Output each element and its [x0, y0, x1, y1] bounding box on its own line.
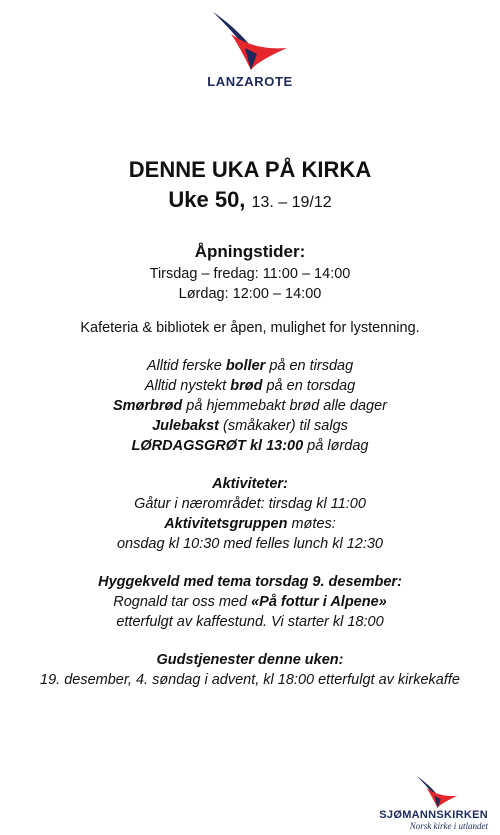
page-title: DENNE UKA PÅ KIRKA: [128, 157, 372, 182]
opening-hours-saturday: Lørdag: 12:00 – 14:00: [178, 286, 322, 302]
organization-tagline: Norsk kirke i utlandet: [409, 821, 488, 831]
offer-lordagsgrot: LØRDAGSGRØT kl 13:00 på lørdag: [131, 438, 369, 454]
logo-bottom: [358, 775, 488, 831]
cozy-evening-time: etterfulgt av kaffestund. Vi starter kl 18:00: [116, 614, 384, 630]
organization-name: SJØMANNSKIRKEN: [379, 809, 488, 821]
location-label: LANZAROTE: [207, 74, 293, 89]
week-range: 13. – 19/12: [251, 194, 332, 211]
week-line: [0, 185, 500, 218]
logo-top: [0, 10, 500, 89]
cozy-evening-topic: Rognald tar oss med «På fottur i Alpene»: [113, 594, 387, 610]
activities-title: Aktiviteter:: [212, 476, 288, 492]
offer-julebakst: Julebakst (småkaker) til salgs: [152, 418, 348, 434]
activity-group: Aktivitetsgruppen møtes:: [164, 516, 336, 532]
services-title: Gudstjenester denne uken:: [156, 652, 344, 668]
week-label: Uke 50,: [168, 187, 246, 212]
activity-group-time: onsdag kl 10:30 med felles lunch kl 12:30: [116, 536, 383, 552]
activity-walk: Gåtur i nærområdet: tirsdag kl 11:00: [134, 496, 366, 512]
offer-smorbrod: Smørbrød på hjemmebakt brød alle dager: [112, 398, 387, 414]
notice-content: [0, 155, 500, 690]
opening-hours-weekdays: Tirsdag – fredag: 11:00 – 14:00: [149, 266, 351, 282]
bird-logo-icon: [412, 775, 462, 809]
bird-logo-icon: [205, 10, 295, 72]
cafe-library-line: Kafeteria & bibliotek er åpen, mulighet for lystenning.: [80, 320, 420, 336]
cozy-evening-title: Hyggekveld med tema torsdag 9. desember:: [98, 574, 402, 590]
opening-hours-title: Åpningstider:: [194, 242, 306, 261]
offer-boller: Alltid ferske boller på en tirsdag: [146, 358, 354, 374]
offer-brod: Alltid nystekt brød på en torsdag: [144, 378, 356, 394]
services-line: 19. desember, 4. søndag i advent, kl 18:00 etterfulgt av kirkekaffe: [40, 672, 460, 688]
